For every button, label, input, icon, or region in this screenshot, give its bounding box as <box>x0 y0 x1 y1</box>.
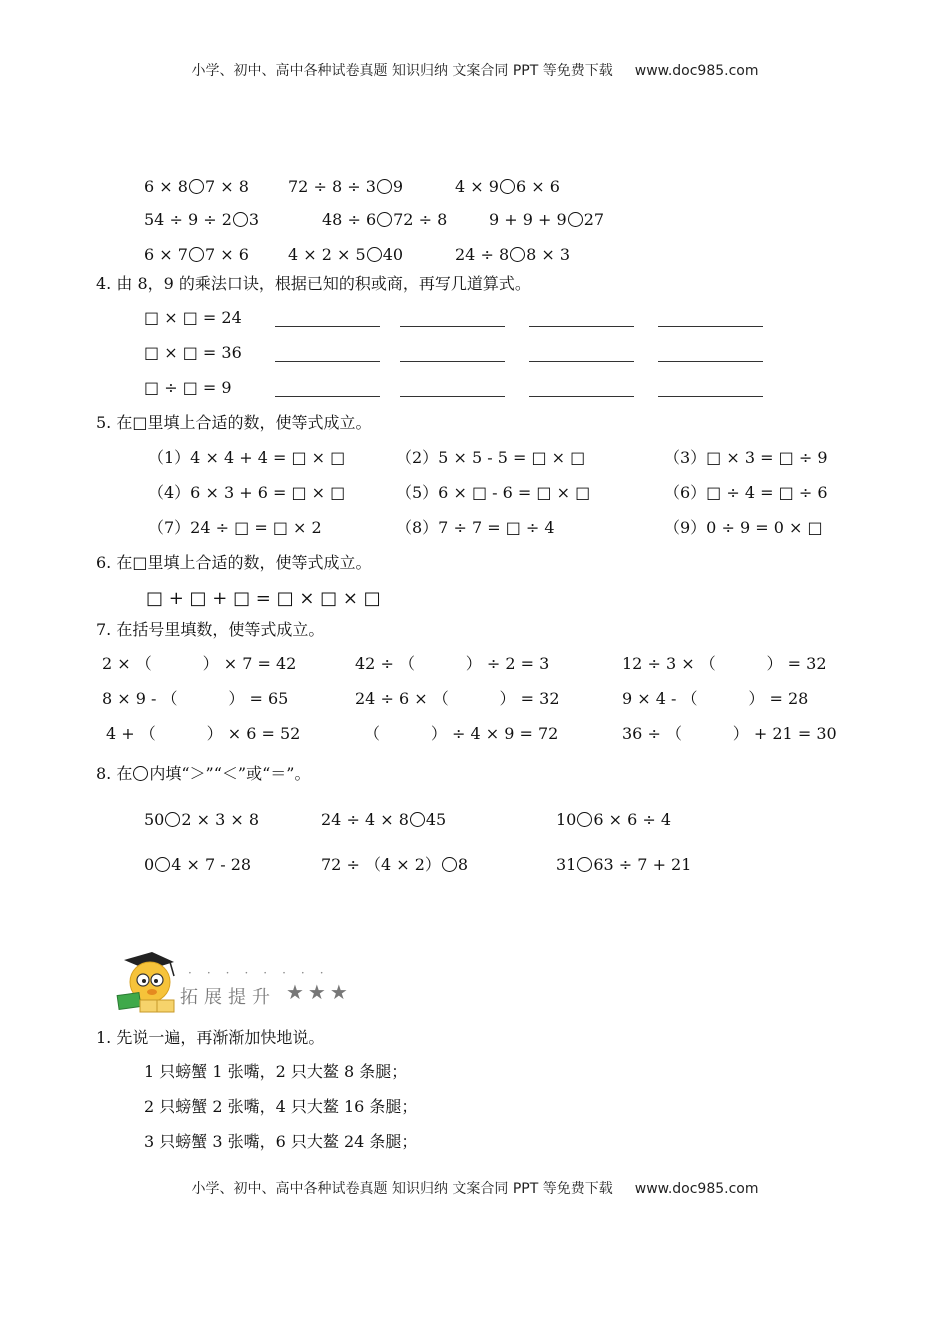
q8-item: 50 2 × 3 × 8 <box>144 810 260 829</box>
compare-item: 4 × 9 6 × 6 <box>455 177 560 196</box>
section-title: 拓展提升 <box>180 987 276 1008</box>
answer-circle[interactable] <box>442 857 457 872</box>
answer-circle[interactable] <box>510 247 525 262</box>
answer-circle[interactable] <box>410 812 425 827</box>
answer-line[interactable] <box>658 326 763 327</box>
q8-item: 31 63 ÷ 7 + 21 <box>556 855 692 874</box>
q5-item: （9）0 ÷ 9 = 0 × □ <box>664 518 823 537</box>
answer-circle[interactable] <box>155 857 170 872</box>
q7-item: 12 ÷ 3 × （ ） = 32 <box>622 654 827 673</box>
rhyme-line: 3 只螃蟹 3 张嘴，6 只大鳌 24 条腿； <box>144 1132 418 1151</box>
q8-item: 72 ÷ （4 × 2） 8 <box>321 855 469 874</box>
answer-circle[interactable] <box>377 212 392 227</box>
answer-line[interactable] <box>275 396 380 397</box>
compare-item: 72 ÷ 8 ÷ 3 9 <box>288 177 404 196</box>
q6-equation: □ + □ + □ = □ × □ × □ <box>146 588 381 609</box>
q8-item: 10 6 × 6 ÷ 4 <box>556 810 672 829</box>
question-8-heading: 8. 在 内填“＞”“＜”或“＝”。 <box>96 764 311 783</box>
q4-row: □ × □ = 36 <box>144 343 242 362</box>
answer-line[interactable] <box>529 396 634 397</box>
compare-item: 24 ÷ 8 8 × 3 <box>455 245 571 264</box>
q7-item: 8 × 9 - （ ） = 65 <box>102 689 289 708</box>
compare-item: 9 + 9 + 9 27 <box>489 210 605 229</box>
q7-item: 2 × （ ） × 7 = 42 <box>102 654 297 673</box>
q5-item: （1）4 × 4 + 4 = □ × □ <box>148 448 346 467</box>
answer-circle[interactable] <box>500 179 515 194</box>
answer-circle[interactable] <box>189 247 204 262</box>
question-7-heading: 7. 在括号里填数，使等式成立。 <box>96 620 325 639</box>
q4-row: □ ÷ □ = 9 <box>144 378 232 397</box>
q7-item: 36 ÷ （ ） + 21 = 30 <box>622 724 837 743</box>
page-footer: 小学、初中、高中各种试卷真题 知识归纳 文案合同 PPT 等免费下载 www.doc985.com <box>191 1181 759 1197</box>
footer-site: www.doc985.com <box>634 1181 759 1197</box>
answer-circle[interactable] <box>165 812 180 827</box>
answer-circle[interactable] <box>568 212 583 227</box>
decorative-dots: ········ <box>188 966 339 980</box>
answer-circle[interactable] <box>577 812 592 827</box>
compare-item: 4 × 2 × 5 40 <box>288 245 404 264</box>
compare-item: 48 ÷ 6 72 ÷ 8 <box>322 210 448 229</box>
answer-line[interactable] <box>275 361 380 362</box>
answer-circle[interactable] <box>577 857 592 872</box>
rhyme-line: 1 只螃蟹 1 张嘴，2 只大鳌 8 条腿； <box>144 1062 408 1081</box>
q7-item: （ ） ÷ 4 × 9 = 72 <box>364 724 559 743</box>
answer-line[interactable] <box>275 326 380 327</box>
page-header: 小学、初中、高中各种试卷真题 知识归纳 文案合同 PPT 等免费下载 www.doc985.com <box>191 63 759 79</box>
answer-line[interactable] <box>658 396 763 397</box>
answer-circle[interactable] <box>377 179 392 194</box>
q7-item: 42 ÷ （ ） ÷ 2 = 3 <box>355 654 550 673</box>
q5-item: （3）□ × 3 = □ ÷ 9 <box>664 448 828 467</box>
q5-item: （2）5 × 5 - 5 = □ × □ <box>396 448 586 467</box>
q5-item: （5）6 × □ - 6 = □ × □ <box>396 483 591 502</box>
header-site: www.doc985.com <box>634 63 759 79</box>
answer-circle[interactable] <box>189 179 204 194</box>
q7-item: 9 × 4 - （ ） = 28 <box>622 689 809 708</box>
q8-item: 0 4 × 7 - 28 <box>144 855 252 874</box>
answer-line[interactable] <box>658 361 763 362</box>
answer-circle[interactable] <box>233 212 248 227</box>
rhyme-line: 2 只螃蟹 2 张嘴，4 只大鳌 16 条腿； <box>144 1097 418 1116</box>
q7-item: 24 ÷ 6 × （ ） = 32 <box>355 689 560 708</box>
q5-item: （8）7 ÷ 7 = □ ÷ 4 <box>396 518 555 537</box>
star-rating: ★★★ <box>286 980 352 1004</box>
extension-1-heading: 1. 先说一遍，再渐渐加快地说。 <box>96 1028 325 1047</box>
answer-line[interactable] <box>529 361 634 362</box>
answer-line[interactable] <box>529 326 634 327</box>
q5-item: （6）□ ÷ 4 = □ ÷ 6 <box>664 483 828 502</box>
q7-item: 4 + （ ） × 6 = 52 <box>106 724 301 743</box>
q4-row: □ × □ = 24 <box>144 308 242 327</box>
answer-circle[interactable] <box>367 247 382 262</box>
circle-icon <box>133 766 148 781</box>
question-4-heading: 4. 由 8，9 的乘法口诀，根据已知的积或商，再写几道算式。 <box>96 274 531 293</box>
compare-item: 6 × 7 7 × 6 <box>144 245 249 264</box>
answer-line[interactable] <box>400 361 505 362</box>
q5-item: （4）6 × 3 + 6 = □ × □ <box>148 483 346 502</box>
q8-item: 24 ÷ 4 × 8 45 <box>321 810 447 829</box>
answer-line[interactable] <box>400 396 505 397</box>
question-6-heading: 6. 在□里填上合适的数，使等式成立。 <box>96 553 372 572</box>
compare-item: 6 × 8 7 × 8 <box>144 177 249 196</box>
q5-item: （7）24 ÷ □ = □ × 2 <box>148 518 322 537</box>
question-5-heading: 5. 在□里填上合适的数，使等式成立。 <box>96 413 372 432</box>
answer-line[interactable] <box>400 326 505 327</box>
compare-item: 54 ÷ 9 ÷ 2 3 <box>144 210 260 229</box>
